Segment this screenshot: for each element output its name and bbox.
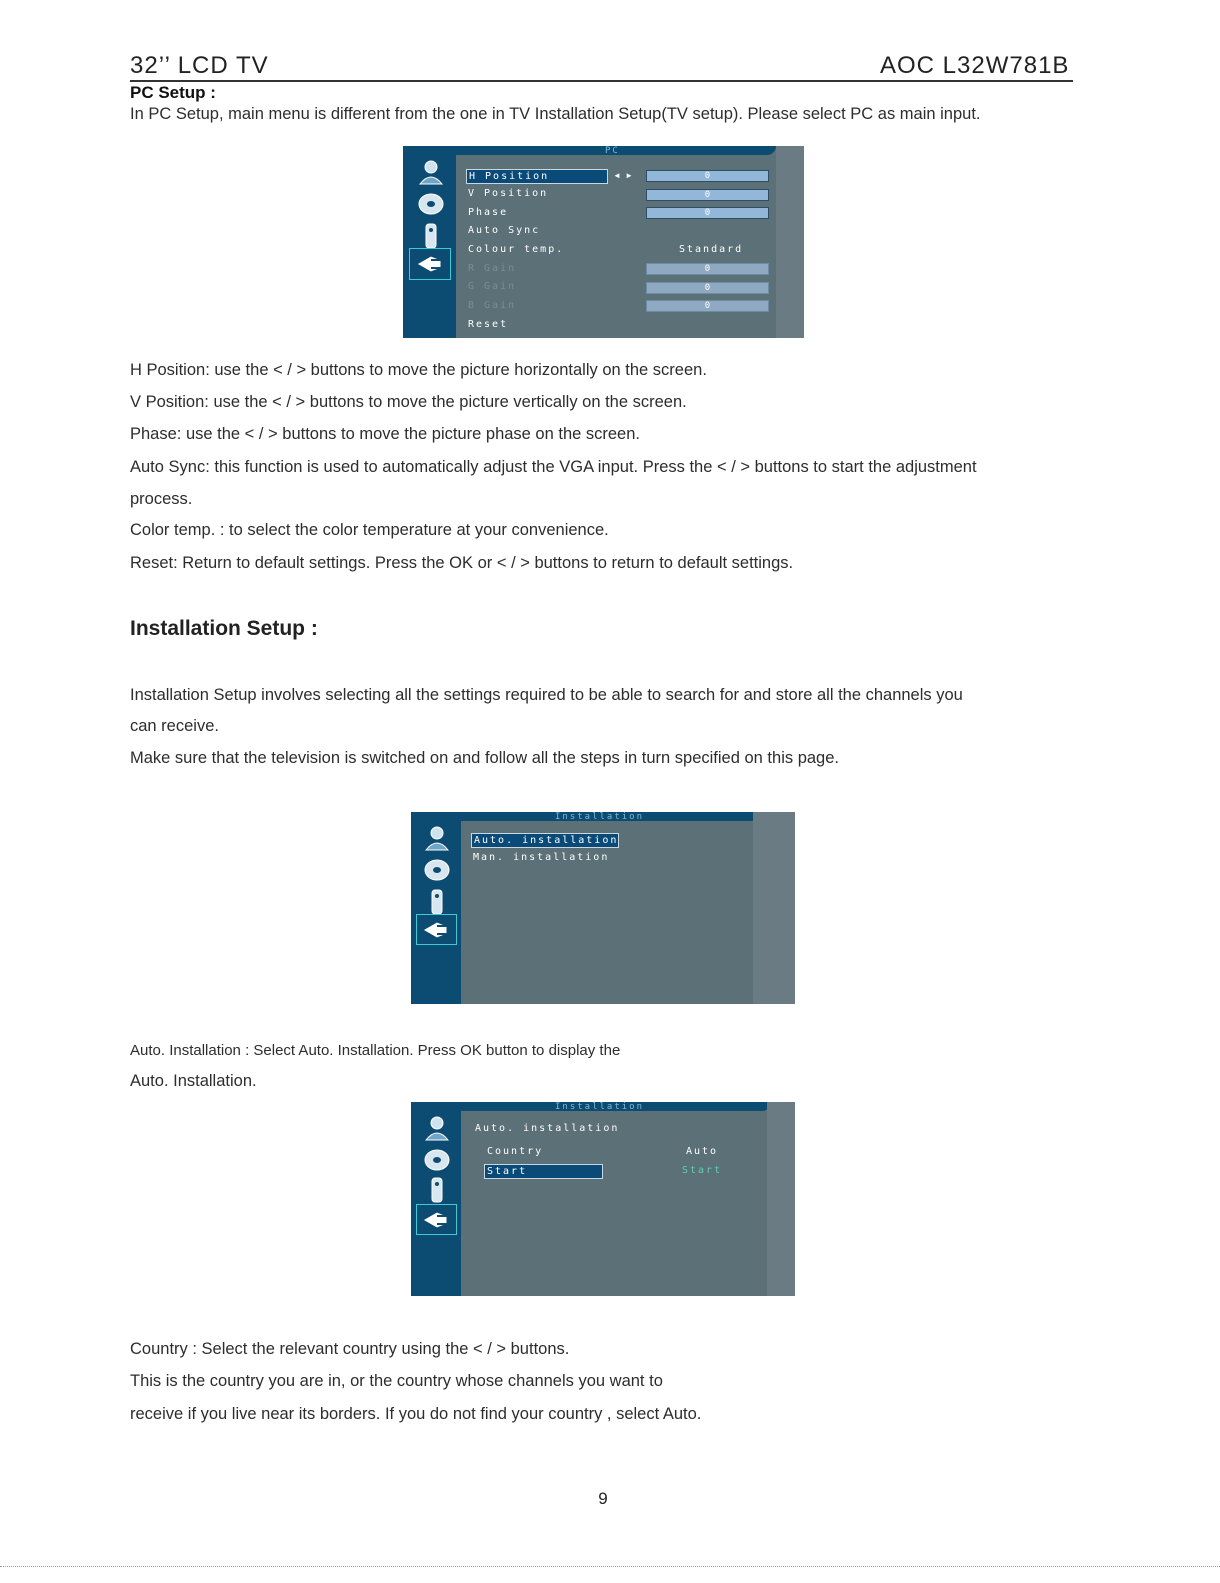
- country-line-3: receive if you live near its borders. If you do not find your country , select Auto.: [130, 1405, 702, 1423]
- pc-bar-phase[interactable]: 0: [646, 207, 769, 219]
- auto-installation-osd-screenshot: [411, 1102, 795, 1296]
- settings-plug-icon: [419, 916, 451, 944]
- installation-osd-screenshot: [411, 812, 795, 1004]
- pc-bar-v-position[interactable]: 0: [646, 189, 769, 201]
- desc-h-position: H Position: use the < / > buttons to move the picture horizontally on the screen.: [130, 361, 707, 379]
- pc-item-colour-temp[interactable]: Colour temp.: [468, 244, 565, 255]
- pc-item-b-gain: B Gain: [468, 300, 517, 311]
- pc-bar-h-position[interactable]: 0: [646, 170, 769, 182]
- page-number: 9: [598, 1489, 608, 1508]
- pc-item-g-gain: G Gain: [468, 281, 517, 292]
- installation-para-2: can receive.: [130, 717, 219, 735]
- install-item-manual[interactable]: Man. installation: [473, 852, 610, 863]
- pc-item-auto-sync[interactable]: Auto Sync: [468, 225, 541, 236]
- header-rule: [130, 80, 1073, 82]
- auto-install-line-2: Auto. Installation.: [130, 1072, 257, 1090]
- osd-right-strip: [776, 146, 804, 338]
- pc-bar-b-gain: 0: [646, 300, 769, 312]
- user-icon: [421, 1114, 453, 1142]
- desc-phase: Phase: use the < / > buttons to move the picture phase on the screen.: [130, 425, 640, 443]
- install-item-auto[interactable]: Auto. installation: [471, 833, 619, 848]
- country-line-2: This is the country you are in, or the country whose channels you want to: [130, 1372, 663, 1390]
- osd-title: Installation: [555, 1102, 645, 1112]
- remote-icon: [415, 222, 447, 250]
- desc-auto-sync-cont: process.: [130, 490, 193, 508]
- disc-icon: [421, 856, 453, 884]
- pc-osd-screenshot: [403, 146, 804, 338]
- country-line-1: Country : Select the relevant country using the < / > buttons.: [130, 1340, 570, 1358]
- disc-icon: [415, 190, 447, 218]
- settings-plug-icon: [413, 250, 445, 278]
- settings-plug-icon: [419, 1206, 451, 1234]
- desc-v-position: V Position: use the < / > buttons to move the picture vertically on the screen.: [130, 393, 687, 411]
- desc-color-temp: Color temp. : to select the color temperature at your convenience.: [130, 521, 609, 539]
- country-label[interactable]: Country: [487, 1146, 544, 1157]
- pc-setup-heading: PC Setup :: [130, 83, 216, 102]
- pc-item-h-position[interactable]: H Position: [466, 169, 608, 184]
- osd-right-strip: [753, 812, 795, 1004]
- header-left: 32’’ LCD TV: [130, 52, 269, 79]
- user-icon: [421, 824, 453, 852]
- osd-title: Installation: [555, 812, 645, 822]
- pc-bar-g-gain: 0: [646, 282, 769, 294]
- auto-install-line-1: Auto. Installation : Select Auto. Installation. Press OK button to display the: [130, 1042, 621, 1059]
- desc-auto-sync: Auto Sync: this function is used to automatically adjust the VGA input. Press the < / > buttons to start the adjustment: [130, 458, 977, 476]
- bottom-dotted-rule: [0, 1566, 1220, 1567]
- pc-value-colour-temp: Standard: [679, 244, 744, 255]
- desc-reset: Reset: Return to default settings. Press the OK or < / > buttons to return to default settings.: [130, 554, 794, 572]
- disc-icon: [421, 1146, 453, 1174]
- pc-item-r-gain: R Gain: [468, 263, 517, 274]
- pc-item-reset[interactable]: Reset: [468, 319, 509, 330]
- pc-bar-r-gain: 0: [646, 263, 769, 275]
- installation-heading: Installation Setup :: [130, 617, 318, 640]
- start-value[interactable]: Start: [682, 1165, 723, 1176]
- remote-icon: [421, 888, 453, 916]
- user-icon: [415, 158, 447, 186]
- pc-item-v-position[interactable]: V Position: [468, 188, 549, 199]
- auto-install-subtitle: Auto. installation: [475, 1123, 620, 1134]
- pc-item-phase[interactable]: Phase: [468, 207, 509, 218]
- header-right: AOC L32W781B: [880, 52, 1070, 79]
- osd-right-strip: [767, 1102, 795, 1296]
- osd-title: PC: [605, 146, 620, 156]
- start-item[interactable]: Start: [484, 1164, 603, 1179]
- installation-para-3: Make sure that the television is switched on and follow all the steps in turn specified on this page.: [130, 749, 839, 767]
- country-value[interactable]: Auto: [686, 1146, 719, 1157]
- adjust-arrows-icon: ◄ ►: [613, 171, 635, 180]
- installation-para-1: Installation Setup involves selecting all the settings required to be able to search for and store all the channels you: [130, 686, 963, 704]
- remote-icon: [421, 1176, 453, 1204]
- pc-setup-intro: In PC Setup, main menu is different from the one in TV Installation Setup(TV setup). Please select PC as main input.: [130, 105, 981, 123]
